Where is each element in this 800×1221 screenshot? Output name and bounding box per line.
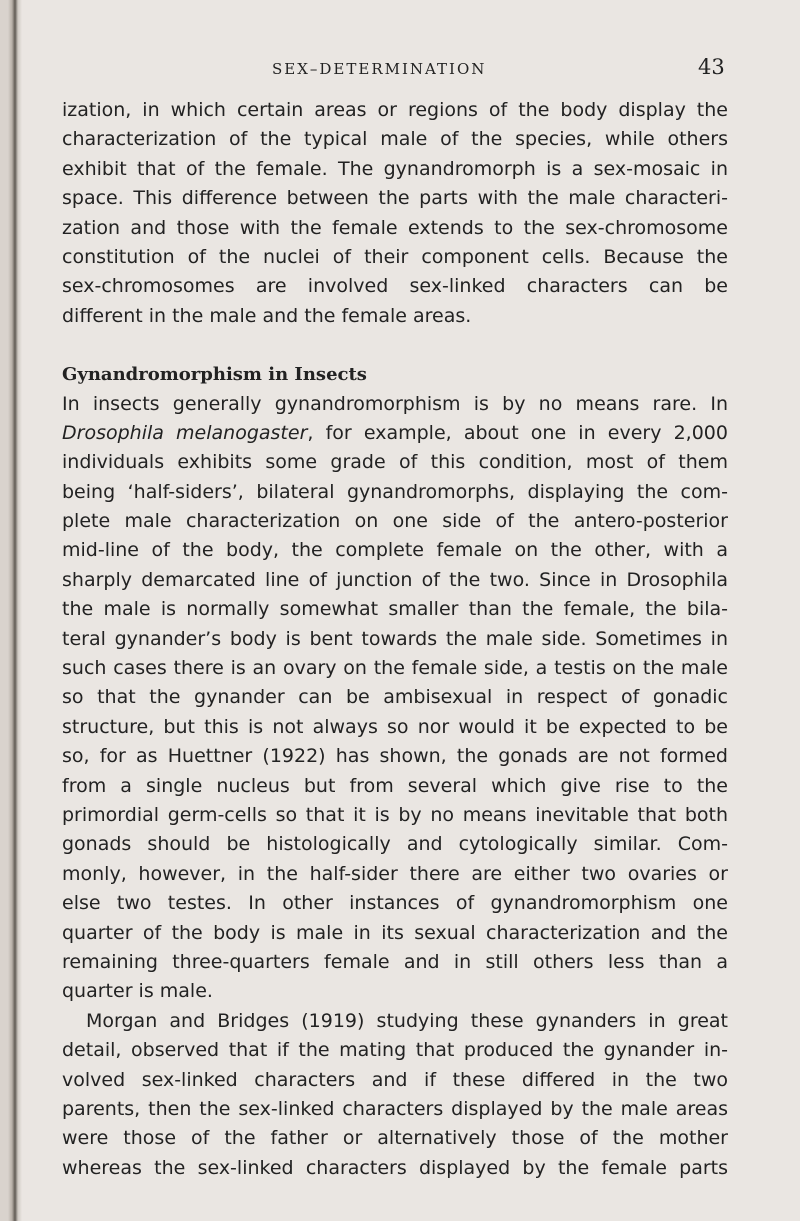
text-line: space. This difference between the parts with the male characteri- (62, 187, 728, 210)
text-line: exhibit that of the female. The gynandromorph is a sex-mosaic in (62, 157, 728, 180)
text-line: so, for as Huettner (1922) has shown, the gonads are not formed (62, 745, 728, 768)
text-line: quarter is male. (62, 980, 213, 1003)
text-line: whereas the sex-linked characters displayed by the female parts (62, 1156, 728, 1179)
text-fragment: , for example, about one in every 2,000 (307, 421, 728, 444)
text-line: individuals exhibits some grade of this condition, most of them (62, 451, 728, 474)
text-line: sex-chromosomes are involved sex-linked characters can be (62, 275, 728, 298)
body-text (62, 96, 728, 1183)
text-line: from a single nucleus but from several which give rise to the (62, 774, 728, 797)
text-line: such cases there is an ovary on the female side, a testis on the male (62, 657, 728, 680)
text-line: zation and those with the female extends to the sex-chromosome (62, 216, 728, 239)
text-line: being ‘half-siders’, bilateral gynandromorphs, displaying the com- (62, 480, 728, 503)
text-line: were those of the father or alternatively those of the mother (62, 1127, 728, 1150)
text-line: quarter of the body is male in its sexual characterization and the (62, 921, 728, 944)
text-line: ization, in which certain areas or regions of the body display the (62, 99, 728, 121)
text-line: constitution of the nuclei of their component cells. Because the (62, 245, 728, 268)
text-line: teral gynander’s body is bent towards the male side. Sometimes in (62, 627, 728, 650)
text-line (62, 419, 728, 448)
species-name: Drosophila melanogaster (62, 421, 308, 444)
text-line: sharply demarcated line of junction of the two. Since in Drosophila (62, 568, 728, 591)
text-line: In insects generally gynandromorphism is by no means rare. In (62, 392, 728, 415)
text-line: gonads should be histologically and cytologically similar. Com- (62, 833, 728, 856)
text-line: so that the gynander can be ambisexual in respect of gonadic (62, 686, 728, 709)
binding-gutter (0, 0, 22, 1221)
paragraph-gap (62, 331, 728, 360)
text-line: volved sex-linked characters and if these differed in the two (62, 1068, 728, 1091)
text-line: Morgan and Bridges (1919) studying these gynanders in great (86, 1009, 728, 1032)
text-line: else two testes. In other instances of gynandromorphism one (62, 892, 728, 915)
page-number: 43 (698, 55, 725, 79)
text-line: mid-line of the body, the complete female on the other, with a (62, 539, 728, 562)
text-line: plete male characterization on one side of the antero-posterior (62, 510, 728, 533)
text-line: primordial germ-cells so that it is by no means inevitable that both (62, 803, 728, 826)
section-heading: Gynandromorphism in Insects (62, 364, 367, 386)
running-head: SEX–DETERMINATION (272, 60, 487, 78)
text-line: the male is normally somewhat smaller than the female, the bila- (62, 598, 728, 621)
text-line: different in the male and the female areas. (62, 304, 472, 327)
text-line: monly, however, in the half-sider there are either two ovaries or (62, 862, 728, 885)
text-line: remaining three-quarters female and in still others less than a (62, 950, 728, 973)
text-line: parents, then the sex-linked characters displayed by the male areas (62, 1097, 728, 1120)
text-line: characterization of the typical male of the species, while others (62, 128, 728, 151)
text-line: detail, observed that if the mating that produced the gynander in- (62, 1039, 728, 1062)
text-line: structure, but this is not always so nor would it be expected to be (62, 715, 728, 738)
